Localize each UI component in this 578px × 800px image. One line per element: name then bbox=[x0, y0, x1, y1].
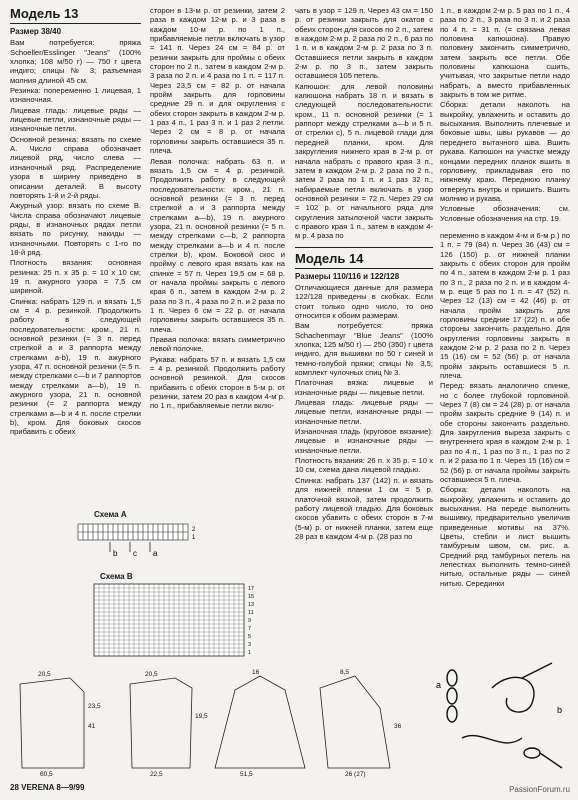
dim-label: 20,5 bbox=[145, 671, 158, 678]
paragraph: Спинка: набрать 137 (142) п. и вязать для нижней планки 1 см = 5 р. платочной вязкой, затем продолжить работу лицевой гладью. Для боковых скосов убавить с обеих сторон в 7-м (5-м) р. от нижней планки, затем еще 28 раз в каждом 4-м р. (28 раз по bbox=[295, 475, 433, 541]
column-3 bbox=[295, 6, 433, 542]
schema-b-row-number: 13 bbox=[248, 602, 255, 608]
paragraph: Рукава: набрать 57 п. и вязать 1,5 см = 4 р. резинкой. Продолжить работу основной резинкой. Для скосов прибавить с обеих сторон в 5-м р. от резинки, затем 20 раз в каждом 4-м р. по 1 п., прибавляемые петли вклю- bbox=[150, 354, 285, 411]
fig-label-b: b bbox=[557, 705, 563, 715]
back-pattern-shape bbox=[20, 678, 84, 768]
dim-label: 41 bbox=[88, 723, 96, 730]
schema-b-row-number: 11 bbox=[248, 610, 254, 616]
schema-b-row-number: 3 bbox=[248, 642, 252, 648]
schema-a-mark-a: a bbox=[153, 549, 158, 558]
schema-a-mark-c: c bbox=[133, 549, 137, 558]
column-4 bbox=[440, 6, 570, 589]
model14-pattern-shape bbox=[320, 676, 390, 768]
paragraph: Резинка: попеременно 1 лицевая, 1 изнаночная. bbox=[10, 86, 141, 105]
schema-a-chart bbox=[68, 520, 208, 562]
paragraph: переменно в каждом 4-м и 6-м р.) по 1 п. = 79 (84) п. Через 36 (43) см = 126 (150) р. от нижней планки закрыть с обеих сторон для пройм по 4 п., затем в каждом 2-м р. 1 раз по 3 п., 2 раза по 2 п. и в каждом 4-м р. еще 5 раз по 1 п. = 47 (52) п. Через 12 (13) см = 42 (46) р. от начала пройм закрыть для горловины средние 17 (22) п. и обе стороны закончить раздельно. Для округления горловины закрыть в каждом 2-м р. 2 раза по 2 п. Через 15 (16) см = 52 (56) р. от начала пройм закрыть оставшиеся 5 п. плеча. bbox=[440, 230, 570, 381]
column-1 bbox=[10, 6, 141, 438]
front-pattern-shape bbox=[130, 678, 192, 768]
dim-label: 19,5 bbox=[195, 713, 208, 720]
column-2 bbox=[150, 6, 285, 412]
paragraph: Спинка: набрать 129 п. и вязать 1,5 см = 4 р. резинкой. Продолжить работу в следующей последовательности: кром., 21 п. основной резинки (= 3 п. перед стрелкой а и 3 раппорта между стрелками а-b), 19 п. ажурного узора, 47 п. основной резинки (= 5 п. между стрелками с—b и 7 раппортов между стрелками а—b), 19 п. ажурного узора, 21 п. основной резинки (= 2 раппорта между стрелками а—b и 4 п. после стрелки b), кром. Для боковых скосов прибавить с обеих bbox=[10, 296, 141, 437]
paragraph: Капюшон: для левой половины капюшона набрать 18 п. и вязать в следующей последовательности: кром., 11 п. основной резинки (= 1 раппорт между стрелками а—b и 5 п. от стрелки с), 5 п. лицевой глади для передней планки, кром. Для закругления нижнего края в 2-м р. от начала набрать с правого края 3 п., затем в каждом 2-м р. 2 раза по 2 п., затем 2 раза по 1 п. и 1 раз 32 п., набираемые петли включать в узор основной резинки = 72 п. Через 29 см = 102 р. от начального ряда для скругления затылочной части закрыть с правого края 1 п., затем в каждом 4-м р. 4 раза по bbox=[295, 81, 433, 241]
dim-label: 51,5 bbox=[240, 771, 253, 778]
schema-b-row-number: 7 bbox=[248, 626, 252, 632]
page-footer: 28 VERENA 8—9/99 bbox=[10, 783, 85, 792]
paragraph: Плотность вязания: основная резинка: 25 п. х 35 р. = 10 х 10 см; 19 п. ажурного узора = 7,5 см шириной. bbox=[10, 258, 141, 296]
schema-b-row-number: 17 bbox=[248, 586, 255, 592]
paragraph: Правая полочка: вязать симметрично левой полочке. bbox=[150, 335, 285, 354]
paragraph: Ажурный узор: вязать по схеме В. Числа справа обозначают лицевые ряды, в изнаночных рядах петли вязать по рисунку, накиды — изнаночными. Повторять с 1-го по 18-й ряд. bbox=[10, 201, 141, 257]
sleeve-pattern-shape bbox=[215, 676, 305, 768]
embroidery-illustration bbox=[432, 658, 572, 778]
schema-b-row-number: 5 bbox=[248, 634, 252, 640]
paragraph: Платочная вязка: лицевые и изнаночные ряды — лицевые петли. bbox=[295, 378, 433, 397]
paragraph: Отличающиеся данные для размера 122/128 приведены в скобках. Если стоит только одно число, то оно относится к обоим размерам. bbox=[295, 282, 433, 320]
model-13-title: Модель 13 bbox=[10, 6, 141, 24]
schema-b-row-number: 15 bbox=[248, 594, 255, 600]
schema-a-mark-b: b bbox=[113, 549, 118, 558]
fig-label-a: a bbox=[436, 680, 442, 690]
dim-label: 22,5 bbox=[150, 771, 163, 778]
schema-a-row-2: 2 bbox=[192, 527, 196, 533]
paragraph: Перед: вязать аналогично спинке, но с более глубокой горловиной. Через 7 (8) см = 24 (28) р. от начала пройм закрыть средние 9 (14) п. и обе стороны закончить раздельно. Для закругления выреза закрыть с внутреннего края в каждом 2-м р. 1 раз по 4 п., 1 раз по 3 п., 1 раз по 2 п. и 2 раза по 1 п. Через 15 (16) см = 52 (56) р. от начала проймы закрыть оставшиеся 5 п. плеча. bbox=[440, 381, 570, 484]
watermark: PassionForum.ru bbox=[509, 785, 570, 794]
paragraph: Условные обозначения: см. Условные обозначения на стр. 19. bbox=[440, 204, 570, 223]
paragraph: Изнаночная гладь (круговое вязание): лицевые и изнаночные ряды — изнаночные петли. bbox=[295, 427, 433, 455]
paragraph: сторон в 13-м р. от резинки, затем 2 раза в каждом 12-м р. и 3 раза в каждом 10-м р. по 1 п., прибавляемые петли включать в узор = 141 п. Через 24 см = 84 р. от резинки закрыть для проймы с обеих сторон по 2 п., затем в каждом 2-м р. 3 раза по 2 п. и 4 раза по 1 п. = 117 п. Через 23,5 см = 82 р. от начала пройм закрыть для горловины средние 29 п. и для округления с обеих сторон закрыть в каждом 2-м р. 1 раз 4 п., 1 раз 3 п. и 1 раз 2 петли. Через 2 см = 8 р. от начала горловины закрыть оставшиеся 35 п. плеча. bbox=[150, 6, 285, 156]
schema-a-row-1: 1 bbox=[192, 535, 196, 541]
schema-b-chart bbox=[88, 582, 268, 666]
model-14-size: Размеры 110/116 и 122/128 bbox=[295, 271, 400, 281]
dim-label: 60,5 bbox=[40, 771, 53, 778]
paragraph: Плотность вязания: 26 п. х 35 р. = 10 х 10 см, схема дана лицевой гладью. bbox=[295, 456, 433, 475]
dim-label: 20,5 bbox=[38, 671, 51, 678]
paragraph: 1 п., в каждом 2-м р. 5 раз по 1 п., 4 раза по 2 п., 3 раза по 3 п. и 2 раза по 4 п. = 31 п. (= связана левая половина капюшона). Правую половину закончить симметрично, затем закрыть все петли. Обе половины капюшона сшить, учитывая, что закрытые петли надо набрать, а вместо прибавленных закрыть в том же ритме. bbox=[440, 6, 570, 100]
dim-label: 23,5 bbox=[88, 703, 101, 710]
paragraph: Вам потребуется: пряжа Schoeller/Esslinger "Jeans" (100% хлопка; 108 м/50 г) — 750 г цвета индиго; спицы № 3; разъемная молния длиной 45 см. bbox=[10, 38, 141, 85]
paragraph: чать в узор = 129 п. Через 43 см = 150 р. от резинки закрыть для окатов с обеих сторон для скосов по 2 п., затем в каждом 2-м р. 2 раза по 2 п., 6 раз по 1 п. и в каждом 2-м р. 2 раза по 3 п. Оставшиеся петли закрыть в каждом 2-м р. по 3 п., затем закрыть оставшиеся 105 петель. bbox=[295, 6, 433, 81]
paragraph: Сборка: детали наколоть на выкройку, увлажнить и оставить до высыхания. Выполнить плечевые и боковые швы, швы рукавов — до переднего вытачного шва. Вшить рукава. Капюшон на участке между концами передних планок вшить в горловину, прикладывая его по нижнему краю. Переднюю планку отвернуть внутрь и пришить. Вшить молнию и рукава. bbox=[440, 100, 570, 203]
paragraph: Основной резинка: вязать по схеме А. Число справа обозначает лицевой ряд, число слева — изнаночный ряд. Распределение узора в ширину приведено в описании деталей. В высоту повторять 1-й и 2-й ряды. bbox=[10, 134, 141, 200]
paragraph: Лицевая гладь: лицевые ряды — лицевые петли, изнаночные ряды — изнаночные петли. bbox=[10, 105, 141, 134]
schema-b-row-number: 9 bbox=[248, 618, 252, 624]
garment-patterns bbox=[10, 668, 430, 778]
model-14-title: Модель 14 bbox=[295, 247, 433, 269]
paragraph: Вам потребуется: пряжа Schachenmayr "Blue Jeans" (100% хлопка; 125 м/50 г) — 250 (350) г цвета индиго, для вышивки по 50 г синей и темно-голубой пряжи; спицы № 3,5; комплект чулочных спиц № 3. bbox=[295, 321, 433, 378]
schema-a-label: Схема А bbox=[94, 510, 127, 519]
model-13-size: Размер 38/40 bbox=[10, 27, 62, 36]
paragraph: Левая полочка: набрать 63 п. и вязать 1,5 см = 4 р. резинкой. Продолжить работу в следующей последовательности: кром., 21 п. основной резинки (= 3 п. перед стрелкой а и 3 раппорта между стрелками а—b), 19 п. ажурного узора, 21 п. основной резинки (= 5 п. между стрелками с—b, 2 раппорта между стрелками а—b и 4 п. после стрелки b), кром. Боковой скос и пройму с левого края вязать как на спинке = 57 п. Через 19,5 см = 68 р. от начала проймы закрыть с левого края 6 п., затем в каждом 2-м р. 2 раза по 3 п., 4 раза по 2 п. и 2 раза по 1 п. Через 6 см = 22 р. от начала горловины закрыть оставшиеся 35 п. плеча. bbox=[150, 156, 285, 334]
dim-label: 36 bbox=[394, 723, 402, 730]
dim-label: 26 (27) bbox=[345, 771, 366, 778]
dim-label: 16 bbox=[252, 669, 260, 676]
schema-b-label: Схема В bbox=[100, 572, 133, 581]
paragraph: Сборка: детали наколоть на выкройку, увлажнить и оставить до высыхания. На переде выполнить вышивку, предварительно увеличив приведенные мотивы на 37%. Цветы, стебли и лист вышить тамбурным швом, см. рис. а. Средний ряд тамбурных петель на лепестках выполнить темно-синей нитью, остальные ряды — синей нитью. Серединки bbox=[440, 485, 570, 588]
schema-b-row-number: 1 bbox=[248, 650, 252, 656]
dim-label: 8,5 bbox=[340, 669, 350, 676]
paragraph: Лицевая гладь: лицевые ряды — лицевые петли, изнаночные ряды — изнаночные петли. bbox=[295, 398, 433, 426]
